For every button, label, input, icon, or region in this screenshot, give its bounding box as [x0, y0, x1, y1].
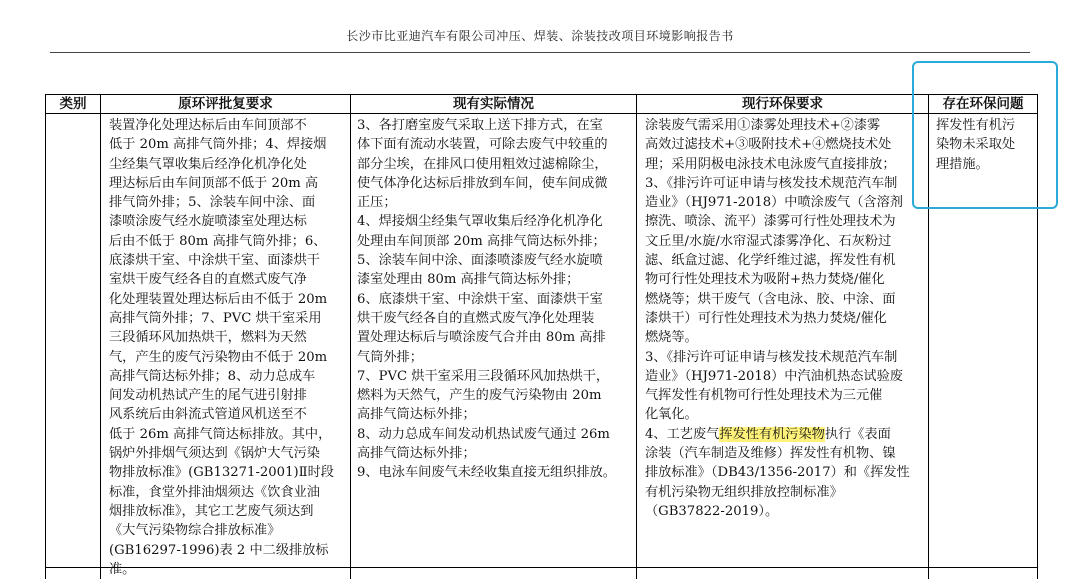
environment-table	[45, 94, 1038, 579]
current-requirements-cell	[637, 114, 929, 579]
actual-situation-line: 高排气筒达标外排；	[357, 444, 630, 463]
actual-situation-line: 高排气筒达标外排；	[357, 405, 630, 424]
current-requirement-line: 物可行性处理技术为吸附+热力焚烧/催化	[645, 270, 922, 289]
actual-situation-line: 烘干废气经各自的直燃式废气净化处理装	[357, 309, 630, 328]
header-actual-situation: 现有实际情况	[351, 95, 637, 114]
actual-situation-line: 体下面有流动水装置，可除去废气中较重的	[357, 135, 630, 154]
highlighted-term: 挥发性有机污染物	[719, 427, 825, 442]
table-header-row	[46, 95, 1038, 114]
original-requirement-line: 物排放标准》(GB13271-2001)Ⅱ时段	[109, 463, 344, 482]
page-header: 长沙市比亚迪汽车有限公司冲压、焊装、涂装技改项目环境影响报告书	[0, 27, 1080, 44]
current-requirement-line: 造业》（HJ971-2018）中喷涂废气（含溶剂	[645, 193, 922, 212]
original-requirement-line: 装置净化处理达标后由车间顶部不	[109, 116, 344, 135]
original-requirement-line: 三段循环风加热烘干，燃料为天然	[109, 328, 344, 347]
actual-situation-line: 漆室处理由 80m 高排气筒达标外排；	[357, 270, 630, 289]
actual-situation-line: 3、各打磨室废气采取上送下排方式，在室	[357, 116, 630, 135]
issue-line: 染物未采取处	[936, 135, 1031, 154]
current-requirement-line: 涂装废气需采用①漆雾处理技术+②漆雾	[645, 116, 922, 135]
original-requirement-line: 尘经集气罩收集后经净化机净化处	[109, 155, 344, 174]
actual-situation-line: 8、动力总成车间发动机热试废气通过 26m	[357, 425, 630, 444]
actual-situation-line: 气筒外排；	[357, 348, 630, 367]
current-requirement-line: 文丘里/水旋/水帘湿式漆雾净化、石灰粉过	[645, 232, 922, 251]
actual-situation-line: 置处理达标后与喷涂废气合并由 80m 高排	[357, 328, 630, 347]
current-requirement-line: 化氧化。	[645, 405, 922, 424]
original-requirement-line: 风系统后由斜流式管道风机送至不	[109, 405, 344, 424]
original-requirement-line: 低于 20m 高排气筒外排；4、焊接烟	[109, 135, 344, 154]
actual-situation-line: 5、涂装车间中涂、面漆喷漆废气经水旋喷	[357, 251, 630, 270]
table-row	[46, 114, 1038, 579]
actual-situation-line: 正压；	[357, 193, 630, 212]
current-requirement-line: 漆烘干）可行性处理技术为热力焚烧/催化	[645, 309, 922, 328]
issue-line: 挥发性有机污	[936, 116, 1031, 135]
original-requirement-line: 高排气筒达标外排；8、动力总成车	[109, 367, 344, 386]
current-requirement-line: 理；采用阴极电泳技术电泳废气直接排放；	[645, 155, 922, 174]
current-requirement-line: 燃烧等。	[645, 328, 922, 347]
current-requirement-line: 排放标准》（DB43/1356-2017）和《挥发性	[645, 463, 922, 482]
item4-suffix: 执行《表面	[825, 427, 891, 442]
actual-situation-cell	[351, 114, 637, 579]
current-requirement-line: 擦洗、喷涂、流平）漆雾可行性处理技术为	[645, 212, 922, 231]
original-requirement-line: (GB16297-1996)表 2 中二级排放标	[109, 541, 344, 560]
current-requirement-line: 有机污染物无组织排放控制标准》	[645, 483, 922, 502]
original-requirement-line: 低于 26m 高排气筒达标排放。其中，	[109, 425, 344, 444]
current-requirement-line: 3、《排污许可证申请与核发技术规范汽车制	[645, 174, 922, 193]
header-rule	[50, 52, 1030, 53]
current-requirement-line: 滤、纸盒过滤、化学纤维过滤，挥发性有机	[645, 251, 922, 270]
original-requirement-line: 理达标后由车间顶部不低于 20m 高	[109, 174, 344, 193]
actual-situation-line: 使气体净化达标后排放到车间，使车间成微	[357, 174, 630, 193]
original-requirement-line: 《大气污染物综合排放标准》	[109, 521, 344, 540]
annotation-callout-box	[912, 61, 1058, 209]
actual-situation-line: 部分尘埃，在排风口使用粗效过滤棉除尘，	[357, 155, 630, 174]
original-requirements-cell	[101, 114, 351, 579]
header-issues: 存在环保问题	[929, 95, 1038, 114]
current-requirement-line: 涂装（汽车制造及维修）挥发性有机物、镍	[645, 444, 922, 463]
original-requirement-line: 准。	[109, 560, 344, 579]
original-requirement-line: 漆喷涂废气经水旋喷漆室处理达标	[109, 212, 344, 231]
actual-situation-line: 处理由车间顶部 20m 高排气筒达标外排；	[357, 232, 630, 251]
original-requirement-line: 标准，食堂外排油烟须达《饮食业油	[109, 483, 344, 502]
original-requirement-line: 化处理装置处理达标后由不低于 20m	[109, 290, 344, 309]
original-requirement-line: 底漆烘干室、中涂烘干室、面漆烘干	[109, 251, 344, 270]
actual-situation-line: 6、底漆烘干室、中涂烘干室、面漆烘干室	[357, 290, 630, 309]
current-requirement-line: 3、《排污许可证申请与核发技术规范汽车制	[645, 348, 922, 367]
original-requirement-line: 排气筒外排；5、涂装车间中涂、面	[109, 193, 344, 212]
original-requirement-line: 室烘干废气经各自的直燃式废气净	[109, 270, 344, 289]
header-current-requirements: 现行环保要求	[637, 95, 929, 114]
category-cell	[46, 114, 101, 579]
original-requirement-line: 气，产生的废气污染物由不低于 20m	[109, 348, 344, 367]
original-requirement-line: 烟排放标准》，其它工艺废气须达到	[109, 502, 344, 521]
original-requirement-line: 间发动机热试产生的尾气进引射排	[109, 386, 344, 405]
original-requirement-line: 锅炉外排烟气须达到《锅炉大气污染	[109, 444, 344, 463]
actual-situation-line: 7、PVC 烘干室采用三段循环风加热烘干，	[357, 367, 630, 386]
header-category: 类别	[46, 95, 101, 114]
original-requirement-line: 后由不低于 80m 高排气筒外排；6、	[109, 232, 344, 251]
current-requirement-line: 造业》（HJ971-2018）中汽油机热态试验废	[645, 367, 922, 386]
issue-line: 理措施。	[936, 155, 1031, 174]
current-requirement-line: 燃烧等；烘干废气（含电泳、胶、中涂、面	[645, 290, 922, 309]
header-original-requirements: 原环评批复要求	[101, 95, 351, 114]
actual-situation-line: 4、焊接烟尘经集气罩收集后经净化机净化	[357, 212, 630, 231]
item4-prefix: 4、工艺废气	[645, 427, 719, 442]
actual-situation-line: 燃料为天然气，产生的废气污染物由 20m	[357, 386, 630, 405]
current-requirement-line: 气挥发性有机物可行性处理技术为三元催	[645, 386, 922, 405]
actual-situation-line: 9、电泳车间废气未经收集直接无组织排放。	[357, 463, 630, 482]
original-requirement-line: 高排气筒外排；7、PVC 烘干室采用	[109, 309, 344, 328]
table-bottom-rule	[45, 567, 1037, 568]
current-requirement-line: 高效过滤技术+③吸附技术+④燃烧技术处	[645, 135, 922, 154]
current-requirement-line: （GB37822-2019）。	[645, 502, 922, 521]
item4-line	[645, 425, 922, 444]
